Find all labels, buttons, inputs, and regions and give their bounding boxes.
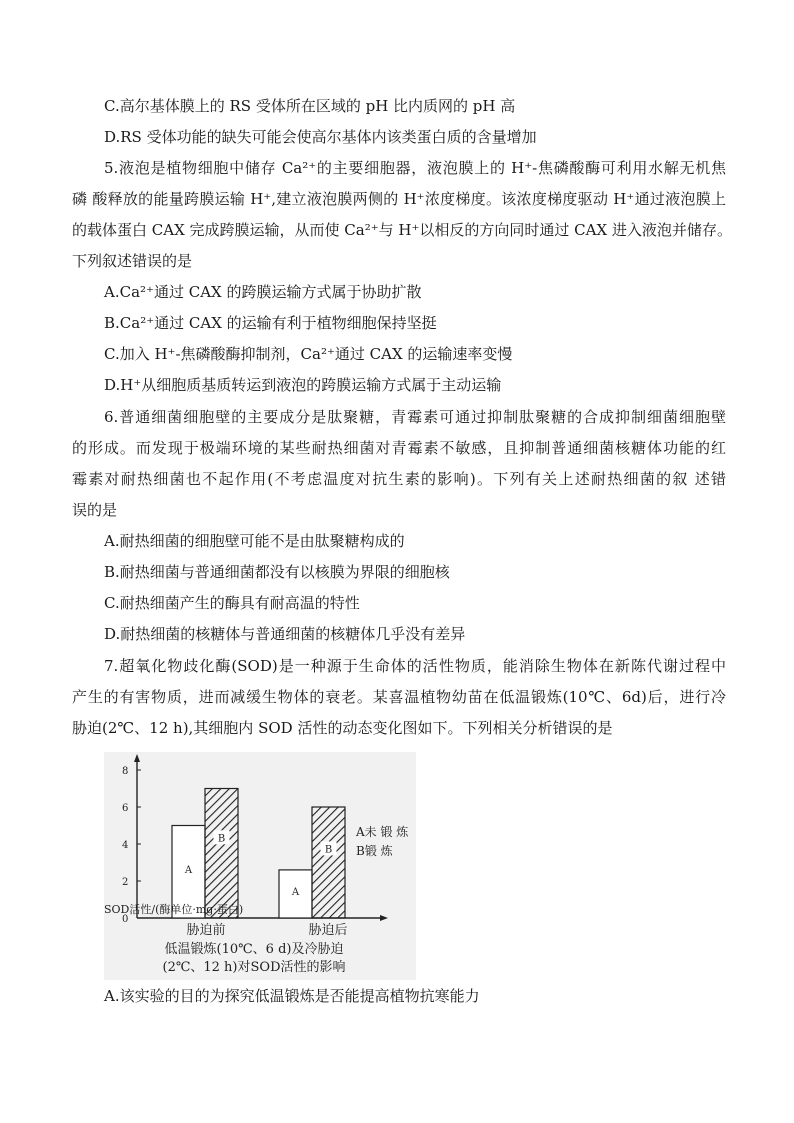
bar-label-a-0: A: [184, 864, 193, 876]
x-category-label-1: 胁迫后: [308, 923, 348, 938]
y-tick-label: 2: [122, 877, 129, 888]
line-q6-option-c: C.耐热细菌产生的酶具有耐高温的特性: [104, 594, 360, 612]
line-option-d-q4: D.RS 受体功能的缺失可能会使高尔基体内该类蛋白质的含量增加: [104, 128, 537, 146]
line-q5-option-d: D.H⁺从细胞质基质转运到液泡的跨膜运输方式属于主动运输: [104, 376, 502, 394]
legend-a: A未 锻 炼: [356, 825, 409, 839]
sod-activity-chart: [104, 752, 416, 980]
line-q5-stem-1: 5.液泡是植物细胞中储存 Ca²⁺的主要细胞器，液泡膜上的 H⁺-焦磷酸酶可利用水解无机焦: [104, 159, 726, 177]
line-q7-stem-3: 胁迫(2℃、12 h),其细胞内 SOD 活性的动态变化图如下。下列相关分析错误的是: [72, 719, 613, 737]
bar-label-b-1: B: [324, 844, 333, 856]
y-tick-label: 8: [122, 766, 129, 777]
line-q5-option-a: A.Ca²⁺通过 CAX 的跨膜运输方式属于协助扩散: [104, 283, 422, 301]
line-q6-stem-2: 的形成。而发现于极端环境的某些耐热细菌对青霉素不敏感，且抑制普通细菌核糖体功能的红: [72, 439, 726, 457]
line-q6-option-a: A.耐热细菌的细胞壁可能不是由肽聚糖构成的: [104, 532, 405, 550]
line-option-c-q4: C.高尔基体膜上的 RS 受体所在区域的 pH 比内质网的 pH 高: [104, 97, 516, 115]
line-q7-stem-1: 7.超氧化物歧化酶(SOD)是一种源于生命体的活性物质，能消除生物体在新陈代谢过程中: [104, 657, 726, 675]
line-q6-stem-1: 6.普通细菌细胞壁的主要成分是肽聚糖，青霉素可通过抑制肽聚糖的合成抑制细菌细胞壁: [104, 408, 726, 426]
y-tick-label: 0: [122, 914, 129, 925]
line-q6-stem-4: 误的是: [72, 501, 118, 519]
bar-b-0: [205, 789, 238, 919]
y-tick-label: 6: [122, 803, 129, 814]
line-q6-stem-3: 霉素对耐热细菌也不起作用(不考虑温度对抗生素的影响)。下列有关上述耐热细菌的叙 述错: [72, 470, 726, 488]
line-q6-option-b: B.耐热细菌与普通细菌都没有以核膜为界限的细胞核: [104, 563, 450, 581]
x-category-label-0: 胁迫前: [186, 923, 226, 938]
bar-label-b-0: B: [217, 833, 226, 845]
line-q5-stem-3: 的载体蛋白 CAX 完成跨膜运输，从而使 Ca²⁺与 H⁺以相反的方向同时通过 CAX 进入液泡并储存。: [72, 221, 732, 239]
line-q7-stem-2: 产生的有害物质，进而减缓生物体的衰老。某喜温植物幼苗在低温锻炼(10℃、6d)后，进行冷: [72, 688, 726, 706]
y-tick-label: 4: [122, 840, 129, 851]
bar-label-a-1: A: [291, 886, 300, 898]
line-q5-stem-2: 磷 酸释放的能量跨膜运输 H⁺,建立液泡膜两侧的 H⁺浓度梯度。该浓度梯度驱动 H⁺通过液泡膜上: [72, 190, 726, 208]
y-axis-arrow: [134, 754, 140, 762]
line-q6-option-d: D.耐热细菌的核糖体与普通细菌的核糖体几乎没有差异: [104, 625, 466, 643]
chart-caption-line-2: (2℃、12 h)对SOD活性的影响: [162, 960, 346, 975]
bar-b-1: [312, 807, 345, 918]
line-q5-option-c: C.加入 H⁺-焦磷酸酶抑制剂，Ca²⁺通过 CAX 的运输速率变慢: [104, 345, 513, 363]
line-q5-option-b: B.Ca²⁺通过 CAX 的运输有利于植物细胞保持坚挺: [104, 314, 437, 332]
chart-caption-line-1: 低温锻炼(10℃、6 d)及冷胁迫: [164, 942, 344, 957]
line-q5-stem-4: 下列叙述错误的是: [72, 252, 193, 270]
chart-svg: [104, 752, 416, 980]
y-axis-label: SOD活性/(酶单位·mg·蛋白): [104, 903, 244, 916]
line-q7-option-a: A.该实验的目的为探究低温锻炼是否能提高植物抗寒能力: [104, 987, 480, 1005]
x-axis-arrow: [380, 915, 388, 921]
legend-b: B锻 炼: [356, 844, 393, 858]
